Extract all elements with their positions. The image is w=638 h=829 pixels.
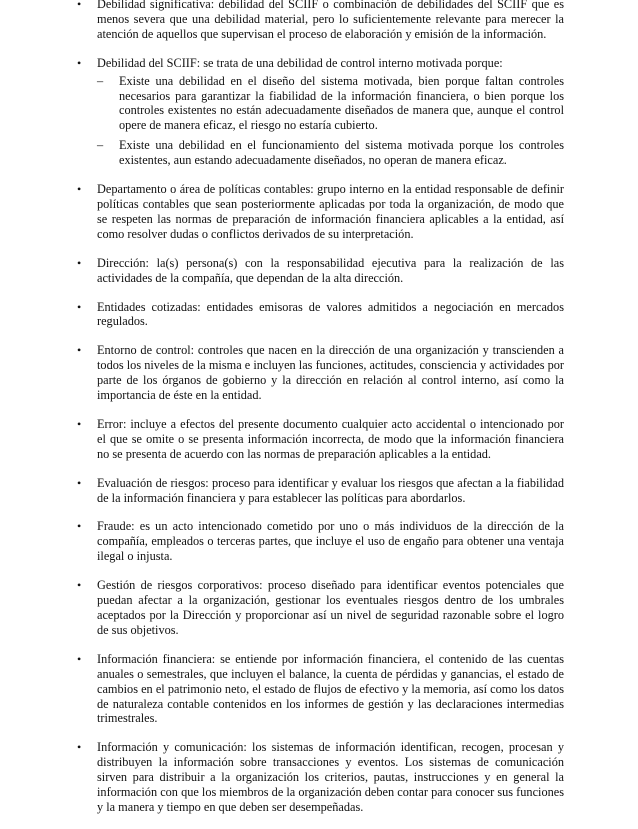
bullet-marker: • xyxy=(77,0,82,11)
definition-text: Evaluación de riesgos: proceso para identificar y evaluar los riesgos que afectan a la fiabilidad de la información financiera y para establecer las políticas para abordarlos. xyxy=(97,475,564,505)
definition-text: Información y comunicación: los sistemas de información identifican, recogen, procesan y distribuyen la información sobre transacciones y eventos. Los sistemas de comunicación sirven para distribuir a la organización los criterios, pautas, instrucciones y en general la información con que los miembros de la organización deben contar para conocer sus funciones y la manera y tiempo en que deben ser desempeñadas. xyxy=(97,740,564,814)
definition-text: Debilidad del SCIIF: se trata de una debilidad de control interno motivada porque: xyxy=(97,55,503,70)
definition-item xyxy=(0,56,638,168)
definition-text: Error: incluye a efectos del presente documento cualquier acto accidental o intencionado por el que se omite o se presenta información incorrecta, de modo que la información financiera no se presenta de acuerdo con las normas de preparación aplicables a la entidad. xyxy=(97,416,564,461)
definition-text: Entorno de control: controles que nacen en la dirección de una organización y transcienden a todos los niveles de la misma e incluyen las funciones, actitudes, consciencia y actividades por parte de los órganos de gobierno y la dirección en relación al control interno, así como la importancia de éste en la entidad. xyxy=(97,343,564,403)
definition-item xyxy=(0,182,638,242)
definition-item xyxy=(0,519,638,564)
sub-item-text: Existe una debilidad en el diseño del sistema motivada, bien porque faltan controles necesarios para garantizar la fiabilidad de la información financiera, o bien porque los controles existentes no están adecuadamente diseñados de manera que, aunque el control opere de manera eficaz, el riesgo no estaría cubierto. xyxy=(119,73,564,133)
definition-item xyxy=(0,578,638,638)
bullet-marker: • xyxy=(77,416,82,431)
bullet-marker: • xyxy=(77,475,82,490)
bullet-marker: • xyxy=(77,578,82,593)
sub-item-text: Existe una debilidad en el funcionamiento del sistema motivada porque los controles existentes, aun estando adecuadamente diseñados, no operan de manera eficaz. xyxy=(119,138,564,168)
definition-text: Debilidad significativa: debilidad del SCIIF o combinación de debilidades del SCIIF que es menos severa que una debilidad material, pero lo suficientemente relevante para merecer la atención de aquellos que supervisan el proceso de elaboración y emisión de la información. xyxy=(97,0,564,41)
definition-item xyxy=(0,417,638,462)
bullet-marker: • xyxy=(77,519,82,534)
definition-item xyxy=(0,652,638,727)
bullet-marker: • xyxy=(77,182,82,197)
definition-item xyxy=(0,476,638,506)
bullet-marker: • xyxy=(77,299,82,314)
definition-item xyxy=(0,343,638,403)
definition-text: Dirección: la(s) persona(s) con la responsabilidad ejecutiva para la realización de las actividades de la compañía, que dependan de la alta dirección. xyxy=(97,255,564,285)
definition-text: Fraude: es un acto intencionado cometido por uno o más individuos de la dirección de la compañía, empleados o terceras partes, que incluye el uso de engaño para obtener una ventaja ilegal o injusta. xyxy=(97,519,564,564)
definition-item xyxy=(0,0,638,42)
dash-marker: – xyxy=(97,138,104,153)
definition-item xyxy=(0,740,638,815)
bullet-marker: • xyxy=(77,651,82,666)
bullet-marker: • xyxy=(77,343,82,358)
definition-text: Gestión de riesgos corporativos: proceso diseñado para identificar eventos potenciales que puedan afectar a la organización, gestionar los eventuales riesgos dentro de los umbrales aceptados por la Dirección y proporcionar así un nivel de seguridad razonable sobre el logro de sus objetivos. xyxy=(97,578,564,637)
sub-item xyxy=(97,74,564,134)
sub-item xyxy=(97,138,564,168)
sub-list xyxy=(97,74,564,168)
definition-item xyxy=(0,300,638,330)
definition-text: Departamento o área de políticas contables: grupo interno en la entidad responsable de definir políticas contables que sean posteriormente aplicadas por toda la organización, de modo que se respeten las normas de preparación de información financiera aplicables a la entidad, así como resolver dudas o conflictos derivados de su interpretación. xyxy=(97,182,564,241)
dash-marker: – xyxy=(97,73,104,88)
bullet-marker: • xyxy=(77,255,82,270)
definition-item xyxy=(0,256,638,286)
bullet-marker: • xyxy=(77,740,82,755)
definition-text: Entidades cotizadas: entidades emisoras de valores admitidos a negociación en mercados regulados. xyxy=(97,299,564,329)
bullet-marker: • xyxy=(77,55,82,70)
definition-text: Información financiera: se entiende por información financiera, el contenido de las cuentas anuales o semestrales, que incluyen el balance, la cuenta de pérdidas y ganancias, el estado de cambios en el patrimonio neto, el estado de flujos de efectivo y la memoria, así como los datos de naturaleza contable contenidos en los informes de gestión y las declaraciones intermedias trimestrales. xyxy=(97,651,564,726)
